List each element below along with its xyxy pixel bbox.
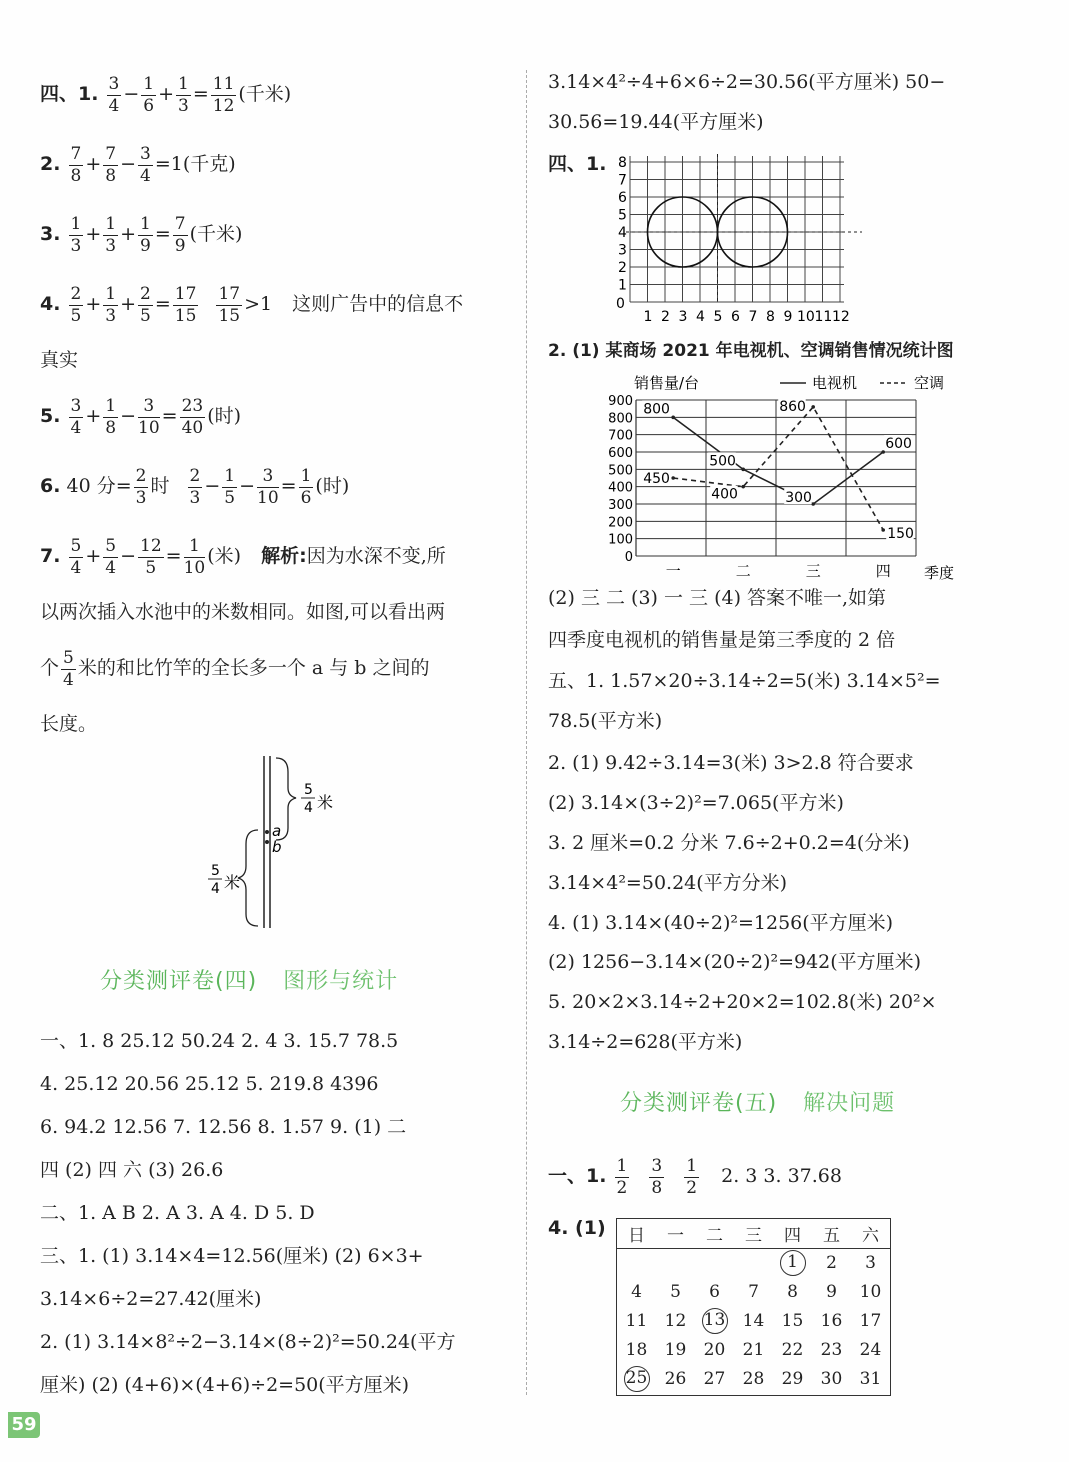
chart-ytick: 700 <box>608 428 633 444</box>
calendar-weekday: 三 <box>734 1219 773 1248</box>
calendar-day: 17 <box>859 1310 882 1331</box>
grid-y-label: 1 <box>618 277 627 294</box>
grid-x-label: 10 <box>797 309 815 324</box>
data-point <box>671 476 675 480</box>
chart-ytick: 400 <box>608 480 633 496</box>
answer-4-6: 6. 40 分= $\frac{2}{3}$ 时 $\frac{2}{3}$ − $\frac{1}{5}$ − $\frac{3}{10}$ = $\frac{1}{6}$ (时) <box>40 465 350 508</box>
calendar-day: 29 <box>781 1368 804 1389</box>
calendar-weekday: 日 <box>617 1219 656 1248</box>
chart-ytick: 800 <box>608 411 633 427</box>
explanation-line-3: 个 $\frac{5}{4}$ 米的和比竹竿的全长多一个 a 与 b 之间的 <box>40 647 430 690</box>
chart-xtick: 三 <box>805 562 821 580</box>
data-point <box>881 528 885 532</box>
calendar-day: 7 <box>748 1281 759 1302</box>
calendar-day: 27 <box>703 1368 726 1389</box>
calendar-weekday: 一 <box>656 1219 695 1248</box>
calendar-day: 2 <box>826 1252 837 1273</box>
calendar-day: 5 <box>670 1281 681 1302</box>
answer-v2-label: 4. (1) <box>548 1217 606 1239</box>
data-label: 450 <box>643 471 670 487</box>
data-point <box>811 502 815 506</box>
calendar-day <box>656 1248 695 1277</box>
calendar-day <box>695 1306 734 1335</box>
data-label: 150 <box>887 526 914 542</box>
calendar-weekday: 六 <box>851 1219 890 1248</box>
point-a <box>265 830 269 834</box>
chart-ylabel: 销售量/台 <box>634 374 700 392</box>
circle-grid-figure <box>612 152 862 324</box>
grid-y-label: 6 <box>618 190 627 206</box>
answer-4-4: 4. $\frac{2}{5}$ + $\frac{1}{3}$ + $\frac{2}{5}$ = $\frac{17}{15}$ $\frac{17}{15}$ >1 这则广告中的信息不 <box>40 283 464 326</box>
data-label: 800 <box>643 401 670 418</box>
grid-x-label: 11 <box>814 309 833 324</box>
top-frac-num: 5 <box>304 782 313 798</box>
calendar-day: 20 <box>703 1339 726 1360</box>
chart-ytick: 900 <box>608 394 633 409</box>
grid-y-label: 3 <box>618 242 627 259</box>
page-number: 59 <box>8 1412 40 1438</box>
calendar-weekday: 五 <box>812 1219 851 1248</box>
grid-x-label: 6 <box>731 309 740 324</box>
grid-x-label: 3 <box>678 309 688 324</box>
calendar-day <box>695 1248 734 1277</box>
section-heading-4: 分类测评卷(四) 图形与统计 <box>100 969 399 994</box>
grid-y-label: 7 <box>618 172 627 189</box>
calendar-day: 11 <box>625 1310 648 1331</box>
answer-r3-label: 四、1. <box>548 153 607 175</box>
calendar-day: 16 <box>820 1310 843 1331</box>
data-label: 500 <box>709 453 736 470</box>
label-a: a <box>272 822 282 840</box>
circled-day: 25 <box>624 1366 650 1392</box>
calendar-day: 21 <box>742 1339 765 1360</box>
calendar-day: 3 <box>865 1252 876 1273</box>
answer-w3: 2. (1) 9.42÷3.14=3(米) 3>2.8 符合要求 <box>548 752 914 774</box>
answer-s6: 三、1. (1) 3.14×4=12.56(厘米) (2) 6×3+ <box>40 1245 424 1267</box>
calendar-day: 14 <box>742 1310 765 1331</box>
answer-w2: 78.5(平方米) <box>548 710 663 732</box>
calendar-day: 28 <box>742 1368 765 1389</box>
calendar-day: 23 <box>820 1339 843 1360</box>
chart-xlabel: 季度 <box>924 564 955 580</box>
answer-w7: 4. (1) 3.14×(40÷2)²=1256(平方厘米) <box>548 912 894 934</box>
calendar-day: 6 <box>709 1281 720 1302</box>
sales-line-chart <box>594 372 974 580</box>
calendar-day <box>734 1248 773 1277</box>
answer-4-7: 7. $\frac{5}{4}$ + $\frac{5}{4}$ − $\frac{12}{5}$ = $\frac{1}{10}$ (米) 解析:因为水深不变,所 <box>40 535 446 578</box>
fraction: $\frac{1}{6}$ <box>143 73 155 116</box>
chart-xtick: 四 <box>875 562 891 580</box>
calendar-weekday: 二 <box>695 1219 734 1248</box>
answer-w10: 3.14÷2=628(平方米) <box>548 1031 743 1053</box>
answer-w6: 3.14×4²=50.24(平方分米) <box>548 872 788 894</box>
calendar-week-row <box>617 1248 890 1277</box>
circled-day: 1 <box>780 1250 806 1276</box>
grid-y-label: 2 <box>618 260 627 276</box>
data-point <box>741 485 745 489</box>
grid-y-label: 8 <box>618 155 627 171</box>
calendar-week-row <box>617 1306 890 1335</box>
chart-ytick: 200 <box>608 515 633 531</box>
explanation-line-2: 以两次插入水池中的米数相同。如图,可以看出两 <box>40 601 446 623</box>
calendar-day: 8 <box>787 1281 798 1302</box>
calendar-week-row <box>617 1364 890 1393</box>
grid-y-label: 4 <box>618 225 627 241</box>
circled-day: 13 <box>702 1308 728 1334</box>
data-label: 300 <box>785 490 812 506</box>
grid-x-label: 8 <box>766 309 775 324</box>
calendar-day: 30 <box>820 1368 843 1389</box>
chart-ytick: 600 <box>608 446 633 461</box>
grid-x-label: 4 <box>696 309 705 324</box>
data-point <box>741 468 745 472</box>
calendar-week-row <box>617 1335 890 1364</box>
top-unit: 米 <box>317 793 334 812</box>
answer-4-4-cont: 真实 <box>40 349 79 371</box>
calendar-weekday: 四 <box>773 1219 812 1248</box>
answer-s2: 4. 25.12 20.56 25.12 5. 219.8 4396 <box>40 1073 379 1095</box>
answer-r1: 3.14×4²÷4+6×6÷2=30.56(平方厘米) 50− <box>548 71 946 93</box>
calendar <box>616 1218 891 1396</box>
chart-xtick: 一 <box>665 562 681 580</box>
calendar-header-row <box>617 1219 890 1248</box>
grid-x-label: 7 <box>748 309 758 324</box>
answer-s9: 厘米) (2) (4+6)×(4+6)÷2=50(平方厘米) <box>40 1374 410 1396</box>
answer-w8: (2) 1256−3.14×(20÷2)²=942(平方厘米) <box>548 951 922 973</box>
calendar-day: 18 <box>625 1339 648 1360</box>
pole-diagram <box>200 752 360 932</box>
answer-s8: 2. (1) 3.14×8²÷2−3.14×(8÷2)²=50.24(平方 <box>40 1331 456 1353</box>
answer-s1: 一、1. 8 25.12 50.24 2. 4 3. 15.7 78.5 <box>40 1030 399 1052</box>
bot-frac-num: 5 <box>211 863 220 879</box>
answer-s7: 3.14×6÷2=27.42(厘米) <box>40 1288 262 1310</box>
top-frac-den: 4 <box>304 800 313 816</box>
answer-s3: 6. 94.2 12.56 7. 12.56 8. 1.57 9. (1) 二 <box>40 1116 407 1138</box>
bot-unit: 米 <box>224 873 241 892</box>
chart-ytick: 100 <box>608 532 633 548</box>
calendar-day <box>773 1248 812 1277</box>
fraction: $\frac{11}{12}$ <box>212 73 235 116</box>
calendar-day: 12 <box>664 1310 687 1331</box>
answer-v1: 一、1. $\frac{1}{2}$ $\frac{3}{8}$ $\frac{1}{2}$ 2. 3 3. 37.68 <box>548 1155 842 1198</box>
answer-w5: 3. 2 厘米=0.2 分米 7.6÷2+0.2=4(分米) <box>548 832 910 854</box>
calendar-day: 15 <box>781 1310 804 1331</box>
explanation-line-4: 长度。 <box>40 713 98 735</box>
chart-ytick: 0 <box>624 550 633 565</box>
series-line-tv <box>673 417 883 504</box>
grid-x-label: 5 <box>713 309 723 324</box>
section-heading-5: 分类测评卷(五) 解决问题 <box>620 1091 896 1116</box>
data-label: 860 <box>779 398 806 415</box>
grid-x-label: 1 <box>643 309 653 324</box>
data-point <box>811 405 815 409</box>
answer-q2a: (2) 三 二 (3) 一 三 (4) 答案不唯一,如第 <box>548 587 887 609</box>
grid-origin: 0 <box>616 296 625 312</box>
calendar-day: 19 <box>664 1339 687 1360</box>
answer-s4: 四 (2) 四 六 (3) 26.6 <box>40 1159 224 1181</box>
data-label: 600 <box>885 436 912 452</box>
answer-r2: 30.56=19.44(平方厘米) <box>548 111 764 133</box>
legend-label-ac: 空调 <box>914 374 945 392</box>
label-b: b <box>272 838 282 856</box>
legend-label-tv: 电视机 <box>812 374 858 392</box>
grid-x-label: 12 <box>832 309 850 324</box>
calendar-day: 22 <box>781 1339 804 1360</box>
calendar-week-row <box>617 1277 890 1306</box>
calendar-day: 31 <box>859 1368 882 1389</box>
calendar-day: 24 <box>859 1339 882 1360</box>
question-2-title: 2. (1) 某商场 2021 年电视机、空调销售情况统计图 <box>548 341 954 361</box>
answer-s5: 二、1. A B 2. A 3. A 4. D 5. D <box>40 1202 315 1224</box>
fraction: $\frac{3}{4}$ <box>108 73 120 116</box>
calendar-table <box>617 1219 890 1393</box>
series-line-ac <box>673 407 883 530</box>
calendar-day <box>617 1364 656 1393</box>
answer-4-2: 2. $\frac{7}{8}$ + $\frac{7}{8}$ − $\frac{3}{4}$ =1(千克) <box>40 143 236 186</box>
calendar-day <box>617 1248 656 1277</box>
answer-4-3: 3. $\frac{1}{3}$ + $\frac{1}{3}$ + $\frac{1}{9}$ = $\frac{7}{9}$ (千米) <box>40 213 243 256</box>
fraction: $\frac{1}{3}$ <box>178 73 189 116</box>
answer-4-1: 四、1. $\frac{3}{4}$ − $\frac{1}{6}$ + $\frac{1}{3}$ = $\frac{11}{12}$ (千米) <box>40 73 292 116</box>
answer-q2b: 四季度电视机的销售量是第三季度的 2 倍 <box>548 629 896 651</box>
data-label: 400 <box>711 486 738 503</box>
answer-w9: 5. 20×2×3.14÷2+20×2=102.8(米) 20²× <box>548 991 937 1013</box>
answer-w4: (2) 3.14×(3÷2)²=7.065(平方米) <box>548 792 844 814</box>
point-b <box>265 840 269 844</box>
column-divider <box>526 70 527 1395</box>
chart-ytick: 500 <box>608 463 633 479</box>
calendar-day: 10 <box>859 1281 882 1302</box>
chart-ytick: 300 <box>608 498 633 513</box>
calendar-day: 26 <box>664 1368 687 1389</box>
grid-x-label: 9 <box>783 309 793 324</box>
chart-xtick: 二 <box>735 562 751 580</box>
answer-4-5: 5. $\frac{3}{4}$ + $\frac{1}{8}$ − $\frac{3}{10}$ = $\frac{23}{40}$ (时) <box>40 395 242 438</box>
grid-y-label: 5 <box>618 207 627 224</box>
calendar-day: 9 <box>826 1281 837 1302</box>
data-point <box>671 416 675 420</box>
bot-frac-den: 4 <box>211 881 220 897</box>
answer-w1: 五、1. 1.57×20÷3.14÷2=5(米) 3.14×5²= <box>548 670 941 692</box>
grid-x-label: 2 <box>661 309 670 324</box>
brace-bottom <box>238 830 258 926</box>
calendar-day: 4 <box>631 1281 642 1302</box>
